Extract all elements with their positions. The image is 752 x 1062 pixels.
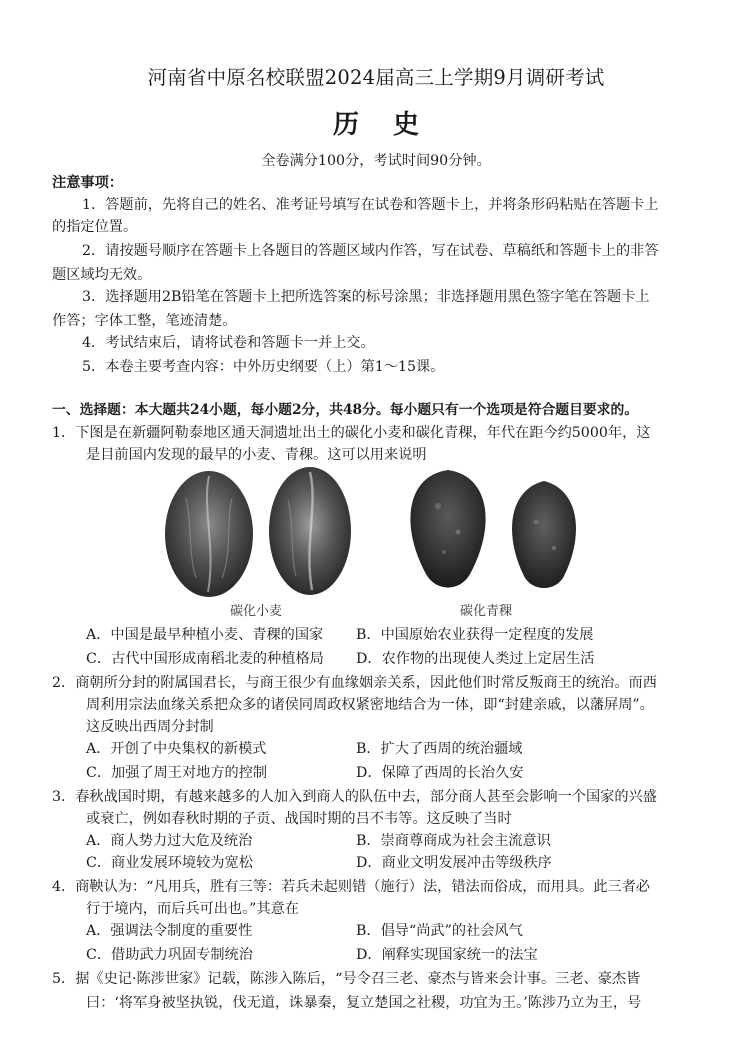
answer-option: B．倡导“尚武”的社会风气 (356, 923, 523, 939)
answer-option: B．崇商尊商成为社会主流意识 (356, 833, 551, 849)
figure-caption-wheat: 碳化小麦 (230, 604, 283, 619)
note-line: 2．请按题号顺序在答题卡上各题目的答题区域内作答，写在试卷、草稿纸和答题卡上的非答 (82, 243, 659, 259)
answer-option: D．商业文明发展冲击等级秩序 (356, 855, 552, 871)
carbonized-grain-figure (148, 462, 608, 620)
question-stem: 3．春秋战国时期，有越来越多的人加入到商人的队伍中去，部分商人甚至会影响一个国家的兴盛 (52, 789, 657, 805)
answer-option: A．强调法令制度的重要性 (86, 923, 253, 939)
figure-caption-barley: 碳化青稞 (460, 604, 513, 619)
answer-option: C．借助武力巩固专制统治 (86, 947, 253, 963)
question-stem: 2．商朝所分封的附属国君长，与商王很少有血缘姻亲关系，因此他们时常反叛商王的统治。而西 (52, 675, 657, 691)
answer-option: D．农作物的出现使人类过上定居生活 (356, 651, 595, 667)
carbonized-wheat-grain-image (266, 464, 354, 598)
question-stem: 行于境内，而后兵可出也。”其意在 (86, 901, 299, 917)
answer-option: C．古代中国形成南稻北麦的种植格局 (86, 651, 324, 667)
answer-option: D．保障了西周的长治久安 (356, 765, 524, 781)
note-line: 题区域均无效。 (52, 267, 152, 283)
note-line: 3．选择题用2B铅笔在答题卡上把所选答案的标号涂黑；非选择题用黑色签字笔在答题卡上 (82, 289, 650, 305)
carbonized-barley-grain-image (504, 478, 584, 596)
answer-option: A．中国是最早种植小麦、青稞的国家 (86, 627, 324, 643)
answer-option: A．开创了中央集权的新模式 (86, 741, 267, 757)
score-time-note: 全卷满分100分，考试时间90分钟。 (261, 153, 491, 169)
question-stem: 或衰亡，例如春秋时期的子贡、战国时期的吕不韦等。这反映了当时 (86, 811, 512, 827)
question-stem: 这反映出西周分封制 (86, 719, 214, 735)
answer-option: A．商人势力过大危及统治 (86, 833, 253, 849)
question-stem: 是目前国内发现的最早的小麦、青稞。这可以用来说明 (86, 447, 427, 463)
note-line: 的指定位置。 (52, 219, 138, 235)
note-line: 作答；字体工整，笔迹清楚。 (52, 313, 237, 329)
note-line: 4．考试结束后，请将试卷和答题卡一并上交。 (82, 335, 375, 351)
exam-title: 河南省中原名校联盟2024届高三上学期9月调研考试 (147, 66, 605, 89)
subject-title: 历史 (332, 110, 453, 140)
notes-heading: 注意事项： (52, 175, 123, 191)
carbonized-wheat-grain-image (162, 468, 256, 600)
question-stem: 5．据《史记·陈涉世家》记载，陈涉入陈后，“号令召三老、豪杰与皆来会计事。三老、豪杰皆 (52, 971, 641, 987)
note-line: 5．本卷主要考查内容：中外历史纲要（上）第1～15课。 (82, 359, 445, 375)
question-stem: 4．商鞅认为：“凡用兵，胜有三等：若兵未起则错（施行）法，错法而俗成，而用具。此三者必 (52, 879, 650, 895)
answer-option: B．扩大了西周的统治疆域 (356, 741, 523, 757)
carbonized-barley-grain-image (400, 466, 496, 594)
answer-option: D．阐释实现国家统一的法宝 (356, 947, 538, 963)
answer-option: B．中国原始农业获得一定程度的发展 (356, 627, 594, 643)
answer-option: C．商业发展环境较为宽松 (86, 855, 253, 871)
question-stem: 周利用宗法血缘关系把众多的诸侯同周政权紧密地结合为一体，即“封建亲戚，以藩屏周”。 (86, 697, 654, 713)
answer-option: C．加强了周王对地方的控制 (86, 765, 268, 781)
question-stem: 曰：‘将军身被坚执锐，伐无道，诛暴秦，复立楚国之社稷，功宜为王。’陈涉乃立为王，号 (86, 995, 642, 1011)
question-stem: 1．下图是在新疆阿勒泰地区通天洞遗址出土的碳化小麦和碳化青稞，年代在距今约5000年，这 (52, 425, 651, 441)
note-line: 1．答题前，先将自己的姓名、准考证号填写在试卷和答题卡上，并将条形码粘贴在答题卡上 (82, 197, 659, 213)
section-heading: 一、选择题：本大题共24小题，每小题2分，共48分。每小题只有一个选项是符合题目要求的。 (52, 402, 639, 418)
